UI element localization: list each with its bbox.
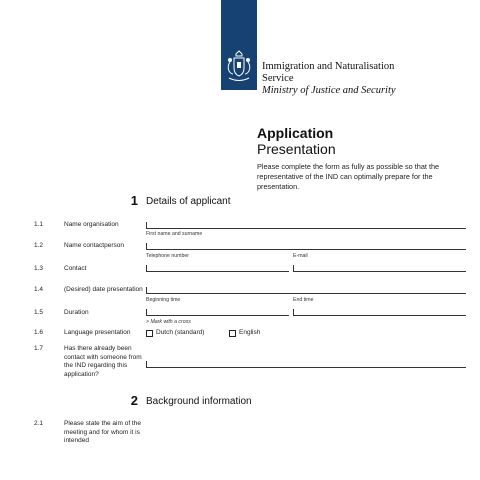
end-time-field[interactable] bbox=[293, 315, 466, 316]
date-presentation-field[interactable] bbox=[146, 293, 466, 294]
field-label-contact: Contact bbox=[64, 265, 87, 272]
field-hint-telephone: Telephone number bbox=[146, 253, 189, 259]
field-number: 1.4 bbox=[34, 286, 44, 293]
beginning-time-field[interactable] bbox=[146, 315, 289, 316]
field-hint-end-time: End time bbox=[293, 297, 314, 303]
section-number: 2 bbox=[130, 393, 138, 408]
document-title: Application bbox=[257, 125, 334, 141]
field-label-language: Language presentation bbox=[64, 329, 131, 336]
section-number: 1 bbox=[130, 193, 138, 208]
english-checkbox[interactable] bbox=[229, 330, 236, 337]
mark-with-cross-note: > Mark with a cross bbox=[146, 319, 191, 325]
field-hint-email: E-mail bbox=[293, 253, 308, 259]
document-subtitle: Presentation bbox=[257, 141, 336, 157]
document-intro: Please complete the form as fully as possible so that the representative of the IND can optimally prepare for the presentation. bbox=[257, 162, 440, 191]
dutch-checkbox[interactable] bbox=[146, 330, 153, 337]
field-label-duration: Duration bbox=[64, 309, 89, 316]
field-number: 1.5 bbox=[34, 309, 44, 316]
name-contactperson-field[interactable] bbox=[146, 249, 466, 250]
section-title: Details of applicant bbox=[146, 196, 231, 207]
english-option-label: English bbox=[239, 329, 261, 336]
field-number: 1.2 bbox=[34, 242, 44, 249]
field-number: 1.3 bbox=[34, 265, 44, 272]
previous-contact-field[interactable] bbox=[146, 367, 466, 368]
org-name-line1: Immigration and Naturalisation bbox=[262, 61, 395, 72]
field-number: 2.1 bbox=[34, 420, 44, 427]
telephone-field[interactable] bbox=[146, 271, 289, 272]
field-hint-beginning-time: Beginning time bbox=[146, 297, 181, 303]
field-number: 1.6 bbox=[34, 329, 44, 336]
field-label-name-contactperson: Name contactperson bbox=[64, 242, 124, 249]
field-label-date-presentation: (Desired) date presentation bbox=[64, 286, 143, 293]
field-number: 1.7 bbox=[34, 345, 44, 352]
name-organisation-field[interactable] bbox=[146, 228, 466, 229]
field-number: 1.1 bbox=[34, 221, 44, 228]
org-name-line2: Service bbox=[262, 73, 294, 84]
dutch-option-label: Dutch (standard) bbox=[156, 329, 205, 336]
coat-of-arms-icon bbox=[221, 48, 257, 88]
field-label-previous-contact: Has there already been contact with someone from the IND regarding this application? bbox=[64, 345, 142, 378]
field-label-aim-of-meeting: Please state the aim of the meeting and for whom it is intended bbox=[64, 420, 141, 444]
field-hint: First name and surname bbox=[146, 231, 203, 237]
field-label-name-organisation: Name organisation bbox=[64, 221, 119, 228]
email-field[interactable] bbox=[293, 271, 466, 272]
ministry-name: Ministry of Justice and Security bbox=[262, 85, 396, 96]
section-title: Background information bbox=[146, 396, 252, 407]
